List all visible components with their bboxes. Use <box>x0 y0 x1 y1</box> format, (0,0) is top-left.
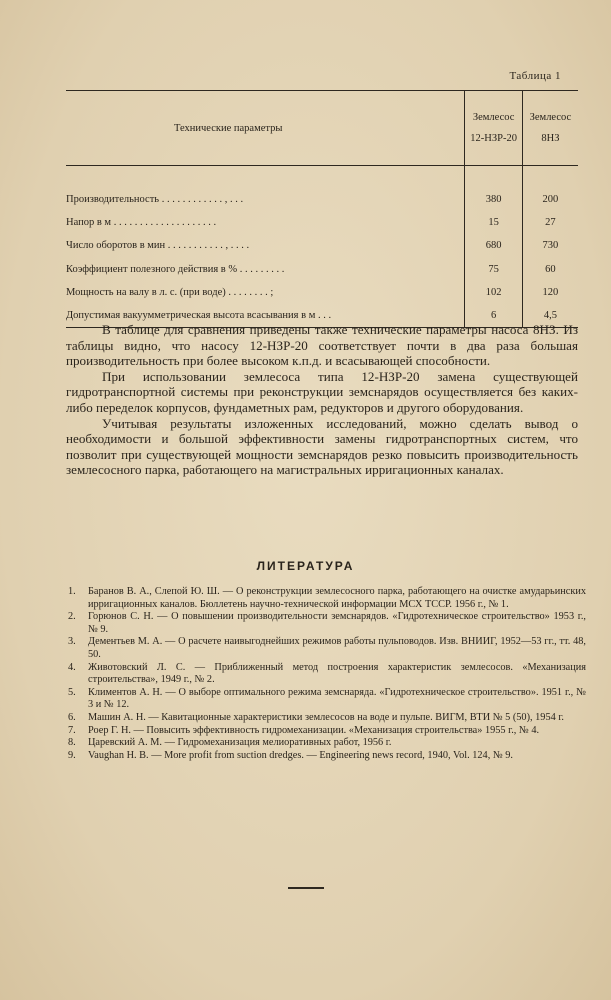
paragraph: При использовании землесоса типа 12-НЗР-20 замена существующей гидротранспортной системы при реконструкции земснарядов осуществляется без каких-либо переделок корпусов, фундаметных рам, редукторов и другого оборудования. <box>66 368 578 415</box>
paragraph: Учитывая результаты изложенных исследований, можно сделать вывод о необходимости и большой эффективности замены гидротранспортных систем, что позволит при существующей мощности земснарядов резко повысить производительность землесосного парка, работающего на магистральных ирригационных каналах. <box>66 415 578 478</box>
reference-number: 4. <box>68 661 76 673</box>
reference-number: 1. <box>68 586 76 597</box>
reference-item <box>66 611 586 636</box>
reference-item <box>66 687 586 712</box>
value-8nz: 27 <box>522 211 578 234</box>
table-row <box>66 281 578 304</box>
reference-text: Vaughan H. B. — More profit from suction dredges. — Engineering news record, 1940, Vol. 124, № 9. <box>88 749 513 761</box>
value-8nz: 60 <box>522 258 578 281</box>
reference-text: Роер Г. Н. — Повысить эффективность гидромеханизации. «Механизация строительства» 1955 г., № 4. <box>88 724 540 736</box>
reference-text: Дементьев М. А. — О расчете наивыгоднейших режимов работы пульповодов. Изв. ВНИИГ, 1952—53 гг., тт. 48, 50. <box>88 636 586 660</box>
value-12nzr20: 102 <box>465 281 522 304</box>
table-row <box>66 211 578 234</box>
reference-item <box>66 725 586 738</box>
reference-item <box>66 586 586 611</box>
reference-text: Животовский Л. С. — Приближенный метод построения характеристик землесосов. «Механизация строительства», 1949 г., № 2. <box>88 661 586 686</box>
param-name: Мощность на валу в л. с. (при воде) . . . . . . . . ; <box>66 286 274 298</box>
reference-text: Царевский А. М. — Гидромеханизация мелиоративных работ, 1956 г. <box>88 737 392 749</box>
param-name: Коэффициент полезного действия в % . . . . . . . . . <box>66 263 285 275</box>
param-name: Допустимая вакуумметрическая высота всасывания в м . . . <box>66 304 465 328</box>
reference-item <box>66 712 586 725</box>
reference-text: Горюнов С. Н. — О повышении производительности земснарядов. «Гидротехническое строительство» 1953 г., № 9. <box>88 611 586 635</box>
value-8nz: 200 <box>522 166 578 212</box>
table-caption: Таблица 1 <box>509 70 561 82</box>
reference-item <box>66 636 586 661</box>
value-8nz: 4,5 <box>522 304 578 328</box>
reference-list <box>66 586 586 762</box>
reference-number: 8. <box>68 737 76 749</box>
header-pump-8nz <box>522 91 578 166</box>
reference-item <box>66 737 586 750</box>
reference-number: 3. <box>68 636 76 648</box>
reference-number: 5. <box>68 686 76 698</box>
param-name: Число оборотов в мин . . . . . . . . . . . , . . . . <box>66 240 250 252</box>
param-name: Напор в м . . . . . . . . . . . . . . . . . . . . <box>66 217 217 229</box>
header-pump-12nzr20 <box>465 91 522 166</box>
body-text <box>66 322 578 478</box>
literature-title: ЛИТЕРАТУРА <box>256 559 355 573</box>
table-row <box>66 166 578 212</box>
header-col2-line1: Землесос <box>529 112 572 123</box>
header-col1-line2: 12-НЗР-20 <box>470 133 517 144</box>
reference-number: 6. <box>68 711 76 723</box>
reference-item <box>66 662 586 687</box>
reference-number: 7. <box>68 724 76 736</box>
value-12nzr20: 380 <box>465 166 522 212</box>
value-8nz: 730 <box>522 234 578 257</box>
parameters-table <box>66 90 578 328</box>
reference-item <box>66 750 586 763</box>
reference-text: Машин А. Н. — Кавитационные характеристики землесосов на воде и пульпе. ВИГМ, ВТИ № 5 (50), 1954 г. <box>88 711 564 723</box>
value-12nzr20: 15 <box>465 211 522 234</box>
value-12nzr20: 75 <box>465 258 522 281</box>
paragraph: В таблице для сравнения приведены также технические параметры насоса 8НЗ. Из таблицы видно, что насосу 12-НЗР-20 соответствует почти в два раза большая производительность при более высоком к.п.д. и всасывающей способности. <box>66 322 578 369</box>
param-name: Производительность . . . . . . . . . . . . , . . . <box>66 194 244 206</box>
header-col2-line2: 8НЗ <box>541 133 560 144</box>
value-12nzr20: 680 <box>465 234 522 257</box>
reference-number: 2. <box>68 611 76 623</box>
header-col1-line1: Землесос <box>472 112 515 123</box>
value-12nzr20: 6 <box>465 304 522 328</box>
table-row <box>66 258 578 281</box>
header-parameters: Технические параметры <box>66 91 465 166</box>
value-8nz: 120 <box>522 281 578 304</box>
reference-number: 9. <box>68 749 76 761</box>
table-row <box>66 234 578 257</box>
reference-text: Баранов В. А., Слепой Ю. Ш. — О реконструкции землесосного парка, работающего на очистке амударьинских ирригационных каналов. Бюллетень научно-технической информации МСХ ТССР. 1956 г., № 1. <box>88 586 586 610</box>
reference-text: Климентов А. Н. — О выборе оптимального режима земснаряда. «Гидротехническое строительство». 1951 г., № 3 и № 12. <box>88 686 586 711</box>
table-header-row <box>66 91 578 166</box>
end-divider <box>288 887 324 889</box>
